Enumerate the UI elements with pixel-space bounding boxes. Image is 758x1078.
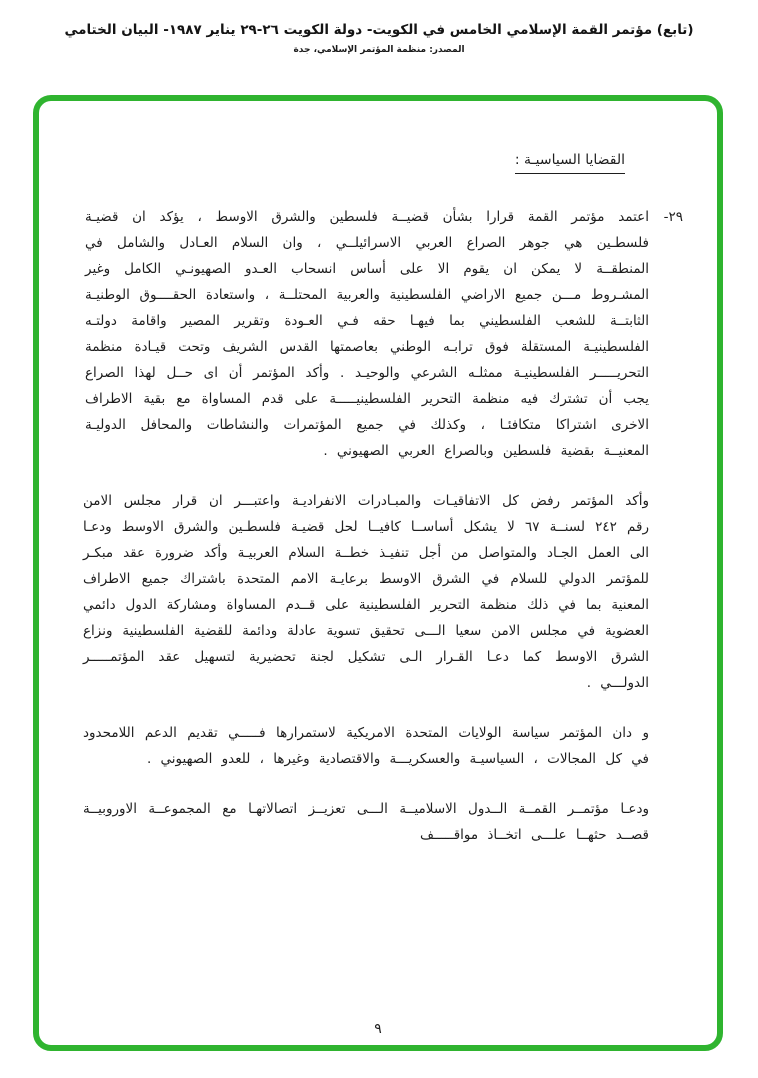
paragraph-text: و دان المؤتمر سياسة الولايات المتحدة الامريكية لاستمرارها فـــــي تقديم الدعم اللامحدود في كل المجالات ، السياسيـة والعسكريـــة والاقتصادية وغيرها ، للعدو الصهيوني .	[83, 725, 649, 767]
paragraph-text: ودعـا مؤتمــر القمــة الــدول الاسلاميــة الـــى تعزيــز اتصالاتهـا مع المجموعــة الاوروبيــة قصــد حثهــا علـــى اتخــاذ مواقـــــف	[83, 801, 649, 843]
section-title: القضايا السياسيـة :	[515, 152, 625, 174]
document-header	[0, 22, 758, 55]
scanned-page-frame	[33, 95, 723, 1051]
document-source: المصدر: منظمة المؤتمر الإسلامي، جدة	[293, 45, 465, 55]
paragraph	[83, 720, 649, 772]
paragraph-number: ٢٩-	[663, 209, 683, 225]
paragraph-29	[85, 204, 683, 464]
page-number: ٩	[374, 1021, 382, 1037]
paragraph	[83, 488, 649, 696]
paragraph	[83, 796, 649, 848]
page-content	[83, 149, 683, 872]
section-title-row	[83, 149, 625, 168]
paragraph-text: اعتمد مؤتمر القمة قرارا بشأن قضيــة فلسطين والشرق الاوسط ، يؤكد ان قضيـة فلسطـين هي جوهر الصراع العربي الاسرائيلــي ، وان السلام العـادل والشامل في المنطقــة لا يمكن ان يقوم الا على أساس انسحاب العـدو الصهيونـي الكامل وغير المشـروط مـــن جميع الاراضي الفلسطينية والعربية المحتلــة ، واستعادة الحقــــوق الوطنيـة الثابتــة للشعب الفلسطيني بما فيهـا حقه فـي العـودة وتقرير المصير واقامة دولتـه الفلسطينيـة المستقلة فوق ترابـه الوطني بعاصمتها القدس الشريف وتحت قيـادة منظمة التحريـــــر الفلسطينيـة ممثلـه الشرعي والوحيـد . وأكد المؤتمر أن اى حــل لهذا الصراع يجب أن تشترك فيه منظمة التحرير الفلسطينيـــــة على قدم المساواة مع بقية الاطراف الاخرى اشتراكا متكافئـا ، وكذلك في جميع المؤتمرات والنشاطات والمحافل الدوليـة المعنيــة بقضية فلسطين وبالصراع العربي الصهيوني .	[85, 209, 649, 459]
paragraph-text: وأكد المؤتمر رفض كل الاتفاقيـات والمبـادرات الانفراديـة واعتبـــر ان قرار مجلس الامن رقم ٢٤٢ لسنــة ٦٧ لا يشكل أساســا كافيــا لحل قضيـة فلسطـين والشرق الاوسط ودعـا الى العمل الجـاد والمتواصل من أجل تنفيـذ خطــة السلام العربيـة وأكد ضرورة عقد مبكـر للمؤتمر الدولي للسلام في الشرق الاوسط برعايـة الامم المتحدة باشتراك جميع الاطراف المعنية بما في ذلك منظمة التحرير الفلسطينية على قــدم المساواة ومشاركة الدول دائمي العضوية في مجلس الامن سعيا الـــى تحقيق تسوية عادلة ودائمة للقضية الفلسطينية ونزاع الشرق الاوسط كما دعـا القـرار الـى تشكيل لجنة تحضيرية لتسهيل عقد المؤتمـــــر الدولـــي .	[83, 493, 649, 691]
document-title: (تابع) مؤتمر القمة الإسلامي الخامس في الكويت- دولة الكويت ٢٦-٢٩ يناير ١٩٨٧- البيان الختامي	[64, 22, 694, 38]
